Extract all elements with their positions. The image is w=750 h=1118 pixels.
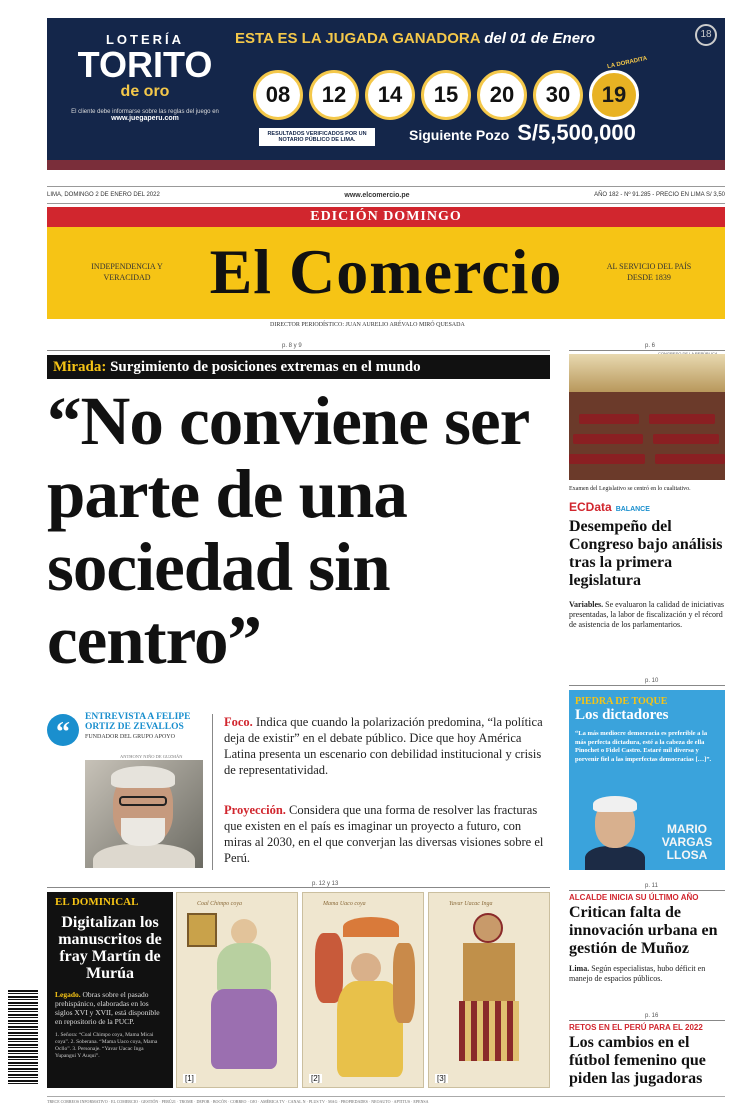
dominical-captions: 1. Señora: “Coal Chimpo coya, Mama Micai coya”. 2. Soberana. “Mama Uaco coya, Mama Ocllo”. 3. Personaje. “Yavar Uacac Inga Yupangui Y Auqui”. — [55, 1032, 158, 1059]
congress-headline: Desempeño del Congreso bajo análisis tras la primera legislatura — [569, 518, 723, 589]
lottery-ball: 15 — [421, 70, 471, 120]
page-ref: p. 10 — [645, 678, 659, 684]
lottery-ball: 30 — [533, 70, 583, 120]
dominical-kicker: EL DOMINICAL — [55, 896, 139, 908]
date-text: LIMA, DOMINGO 2 DE ENERO DEL 2022 — [47, 192, 160, 198]
manuscript-image-1[interactable] — [176, 892, 298, 1088]
issue-info: AÑO 182 - Nº 91.285 - PRECIO EN LIMA S/ 3,50 — [594, 192, 725, 198]
dominical-text — [55, 990, 165, 1026]
legado-text: Obras sobre el pasado prehispánico, elaboradas en los siglos XVI y XVII, está disponible en repositorio de la PUCP. — [55, 990, 160, 1026]
alcalde-summary-label: Lima. — [569, 964, 590, 973]
retos-headline: Los cambios en el fútbol femenino que piden las jugadoras — [569, 1034, 706, 1087]
image-label: [1] — [185, 1074, 194, 1083]
congress-caption: Examen del Legislativo se centró en lo cualitativo. — [569, 486, 691, 492]
right-motto: AL SERVICIO DEL PAÍS DESDE 1839 — [606, 262, 692, 282]
manuscript-note: Yavar Uacac Inga — [449, 901, 493, 907]
kicker-label: Mirada: — [53, 359, 107, 375]
congress-summary-text: Se evaluaron la calidad de iniciativas presentadas, la labor de fiscalización y el récord de asistencia de los parlamentarios. — [569, 600, 724, 629]
lottery-numbers — [253, 70, 639, 120]
foco-label: Foco. — [224, 715, 253, 729]
congress-summary — [569, 600, 725, 630]
piedra-author: MARIO VARGAS LLOSA — [661, 822, 713, 862]
footer-brands: TRECE CORREOS INFORMATIVO · EL COMERCIO · GESTIÓN · PERÚ21 · TROME · DEPOR · BOCÓN · CORREO · OJO · AMÉRICA TV · CANAL N · PLUS TV · MAG · PROPIEDADES · NEOAUTO · APTITUS · EPENSA — [47, 1096, 725, 1104]
dominical-headline: Digitalizan los manuscritos de fray Martín de Murúa — [58, 914, 162, 982]
page-ref: p. 8 y 9 — [282, 343, 302, 349]
lottery-banner[interactable] — [47, 18, 725, 170]
golden-label: LA DORADITA — [606, 55, 648, 71]
lottery-url[interactable]: www.juegaperu.com — [111, 115, 179, 122]
divider — [569, 1020, 725, 1021]
masthead — [47, 227, 725, 319]
website-link[interactable]: www.elcomercio.pe — [344, 191, 410, 199]
piedra-quote: “La más mediocre democracia es preferible a la más perfecta dictadura, esté a la cabeza de ella Pinochet o Fidel Castro. Estaré mil diversa y porvenir fiel a las imperfectas democracias […]”. — [575, 730, 712, 763]
interview-title: ENTREVISTA A FELIPE ORTIZ DE ZEVALLOS — [85, 712, 191, 732]
kicker-bar[interactable] — [47, 355, 550, 379]
divider — [47, 887, 550, 888]
alcalde-headline: Critican falta de innovación urbana en gestión de Muñoz — [569, 904, 718, 957]
divider — [569, 890, 725, 891]
page-ref: p. 11 — [645, 883, 658, 889]
dateline — [47, 186, 725, 204]
next-pot-label: Siguiente Pozo — [409, 127, 510, 143]
congress-photo[interactable] — [569, 354, 725, 480]
edition-banner: EDICIÓN DOMINGO — [47, 207, 725, 227]
piedra-headline: Los dictadores — [575, 707, 669, 723]
author-portrait — [585, 794, 645, 870]
retos-story[interactable] — [569, 1023, 725, 1088]
proyeccion-label: Proyección. — [224, 803, 286, 817]
lottery-headline-text: ESTA ES LA JUGADA GANADORA — [235, 30, 481, 47]
lottery-logo — [65, 32, 225, 122]
lottery-logo-main: TORITO — [77, 44, 213, 85]
manuscript-image-2[interactable] — [302, 892, 424, 1088]
lottery-headline-date: del 01 de Enero — [484, 30, 596, 47]
age-badge: 18 — [695, 24, 717, 46]
director-line: DIRECTOR PERIODÍSTICO: JUAN AURELIO ARÉVALO MIRÓ QUESADA — [270, 322, 465, 328]
alcalde-summary-text: Según especialistas, hubo déficit en manejo de espacios públicos. — [569, 964, 706, 983]
manuscript-note: Coal Chimpo coya — [197, 901, 242, 907]
lottery-ball: 20 — [477, 70, 527, 120]
barcode — [8, 990, 38, 1086]
image-label: [3] — [437, 1074, 446, 1083]
image-label: [2] — [311, 1074, 320, 1083]
manuscript-note: Mama Uaco coya — [323, 901, 366, 907]
manuscript-image-3[interactable] — [428, 892, 550, 1088]
foco-paragraph — [224, 714, 550, 778]
photo-credit: ANTHONY NIÑO DE GUZMÁN — [120, 754, 183, 759]
lottery-logo-top: LOTERÍA — [105, 32, 185, 47]
lottery-logo-sub: de oro — [120, 83, 170, 100]
retos-kicker: RETOS EN EL PERÚ PARA EL 2022 — [569, 1023, 703, 1032]
congress-summary-label: Variables. — [569, 600, 604, 609]
ecdata-label — [569, 500, 725, 514]
proyeccion-text: Considera que una forma de resolver las fracturas que existen en el país es imaginar un proyecto a futuro, con miras al 2030, en el que converjan las diversas visiones sobre el Perú. — [224, 803, 544, 865]
lottery-ball: 12 — [309, 70, 359, 120]
piedra-kicker: PIEDRA DE TOQUE — [575, 696, 668, 707]
left-motto: INDEPENDENCIA Y VERACIDAD — [91, 262, 163, 282]
quote-icon: “ — [47, 714, 79, 746]
legado-label: Legado. — [55, 990, 81, 999]
dominical-box[interactable] — [47, 892, 173, 1088]
portrait-photo — [85, 760, 203, 868]
lottery-logo-note: El cliente debe informarse sobre las reglas del juego en — [71, 109, 219, 115]
verified-badge: RESULTADOS VERIFICADOS POR UN NOTARIO PÚBLICO DE LIMA. — [259, 128, 375, 146]
divider — [47, 350, 550, 351]
alcalde-story[interactable] — [569, 893, 725, 984]
lottery-ball: 14 — [365, 70, 415, 120]
page-ref: p. 16 — [645, 1013, 659, 1019]
alcalde-kicker: ALCALDE INICIA SU ÚLTIMO AÑO — [569, 893, 699, 902]
ecdata-brand: ECData — [569, 500, 612, 514]
page-ref: p. 12 y 13 — [312, 881, 339, 887]
alcalde-summary — [569, 964, 725, 984]
lottery-ball: 08 — [253, 70, 303, 120]
newspaper-title: El Comercio — [209, 236, 563, 307]
foco-text: Indica que cuando la polarización predomina, “la política deja de existir” en el debate público. Dice que hoy América Latina presenta un escenario con debilidad institucional y crisis de representatividad. — [224, 715, 543, 777]
ecdata-tag: BALANCE — [615, 506, 650, 513]
lottery-headline — [235, 30, 595, 47]
interview-subtitle: FUNDADOR DEL GRUPO APOYO — [85, 734, 175, 740]
main-headline[interactable]: “No conviene ser parte de una sociedad sin centro” — [47, 383, 528, 678]
next-pot — [409, 120, 636, 146]
proyeccion-paragraph — [224, 802, 550, 866]
divider — [212, 714, 213, 870]
next-pot-amount: S/5,500,000 — [517, 120, 636, 145]
congress-story[interactable] — [569, 500, 725, 630]
kicker-text: Surgimiento de posiciones extremas en el mundo — [110, 359, 421, 375]
divider — [569, 685, 725, 686]
golden-ball: 19 — [589, 70, 639, 120]
interview-byline — [85, 712, 210, 740]
piedra-de-toque-box[interactable] — [569, 690, 725, 870]
page-ref: p. 6 — [645, 343, 656, 349]
